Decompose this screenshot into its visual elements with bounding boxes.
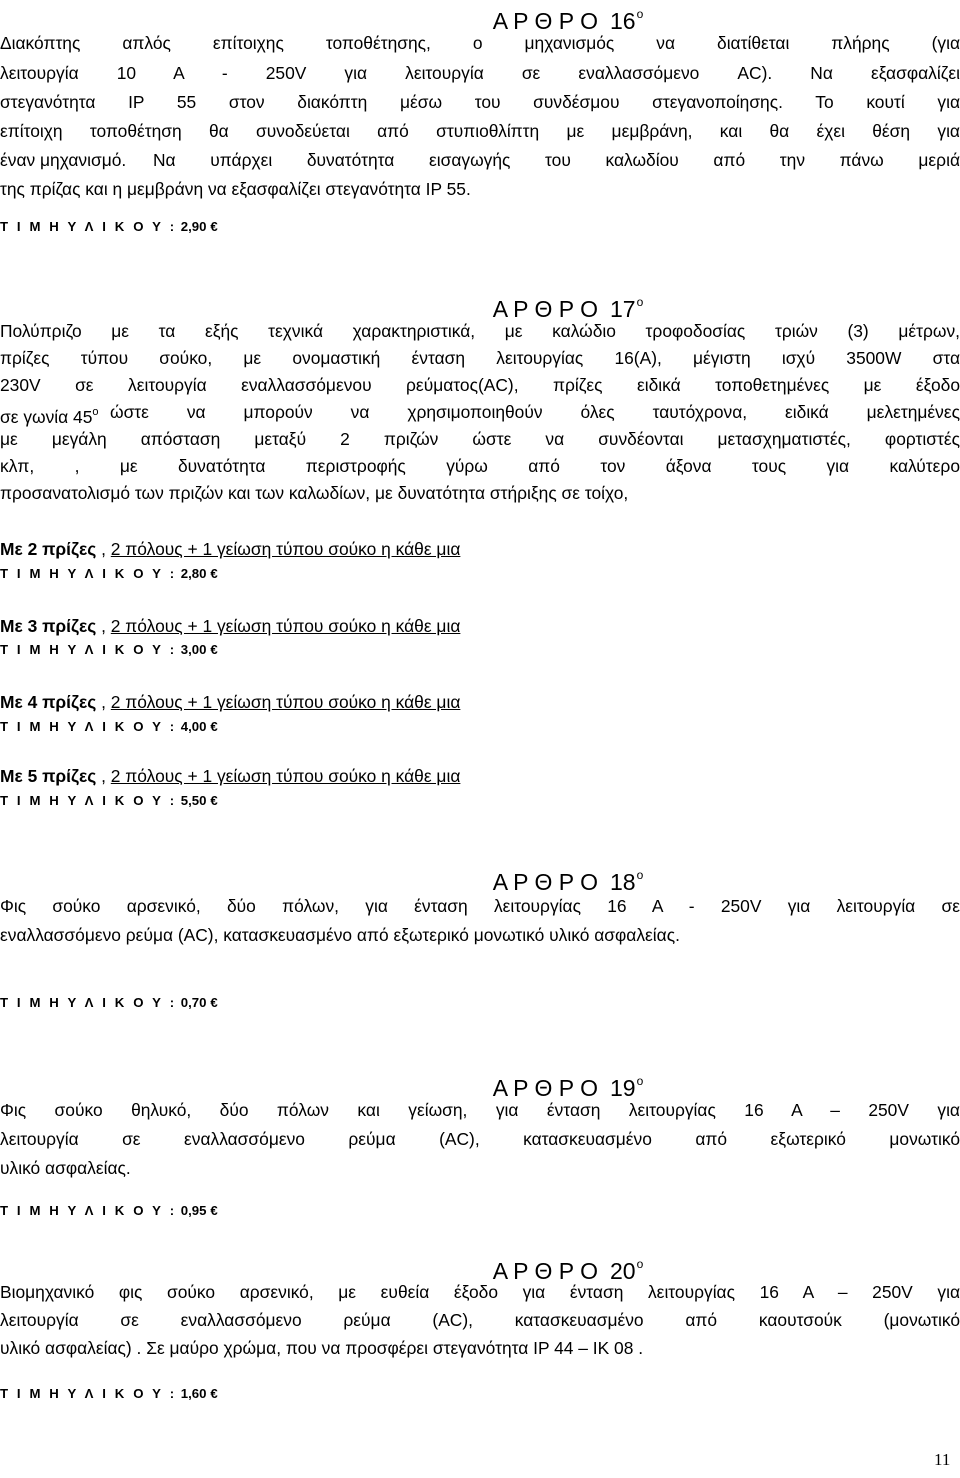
euro-icon: €	[210, 1203, 218, 1218]
article-19-price	[0, 1202, 960, 1220]
price-label: Τ Ι Μ Η Υ Λ Ι Κ Ο Υ :	[0, 1203, 177, 1218]
option-title: Με 2 πρίζες	[0, 539, 97, 559]
article-heading-label: Α Ρ Θ Ρ Ο	[492, 296, 598, 322]
line-text: σε γωνία 45	[0, 407, 93, 427]
option-description: 2 πόλους + 1 γείωση τύπου σούκο η κάθε μια	[110, 692, 461, 712]
euro-icon: €	[210, 719, 218, 734]
article-heading-label: Α Ρ Θ Ρ Ο	[492, 1075, 598, 1101]
option-title: Με 5 πρίζες	[0, 766, 97, 786]
article-17-line-5: με μεγάλη απόσταση μεταξύ 2 πριζών ώστε να συνδέονται μετασχηματιστές, φορτιστές	[0, 429, 960, 449]
article-17-line-4b: ώστε να μπορούν να χρησιμοποιηθούν όλες ταυτόχρονα, ειδικά μελετημένες	[110, 402, 960, 422]
euro-icon: €	[210, 642, 218, 657]
option-separator: ,	[96, 539, 111, 559]
article-17-line-2: πρίζες τύπου σούκο, με ονομαστική ένταση λειτουργίας 16(Α), μέγιστη ισχύ 3500W στα	[0, 348, 960, 368]
price-value: 0,95	[180, 1203, 207, 1218]
ordinal-sup: ο	[636, 1257, 644, 1271]
article-18-line-1: Φις σούκο αρσενικό, δύο πόλων, για ένταση λειτουργίας 16 Α - 250V για λειτουργία σε	[0, 896, 960, 916]
article-18-price	[0, 994, 960, 1012]
ordinal-sup: ο	[636, 1074, 644, 1088]
line-text: έναν μηχανισμό.	[0, 150, 127, 170]
option-5-price	[0, 792, 960, 810]
option-2-price	[0, 565, 960, 583]
option-5-plugs	[0, 765, 960, 787]
ordinal-sup: ο	[636, 7, 644, 21]
article-number: 16	[609, 8, 636, 34]
article-17-line-6: κλπ, , με δυνατότητα περιστροφής γύρω από τον άξονα τους για καλύτερο	[0, 456, 960, 476]
option-separator: ,	[96, 616, 111, 636]
price-value: 0,70	[180, 995, 207, 1010]
euro-icon: €	[210, 995, 218, 1010]
article-16-line-5	[0, 147, 126, 173]
price-label: Τ Ι Μ Η Υ Λ Ι Κ Ο Υ :	[0, 219, 177, 234]
euro-icon: €	[210, 566, 218, 581]
article-number: 20	[609, 1258, 636, 1284]
article-number: 18	[609, 869, 636, 895]
price-value: 3,00	[180, 642, 207, 657]
article-16-line-5b: Να υπάρχει δυνατότητα εισαγωγής του καλωδίου από την πάνω μεριά	[153, 150, 960, 170]
article-20-line-2: λειτουργία σε εναλλασσόμενο ρεύμα (AC), κατασκευασμένο από καουτσούκ (μονωτικό	[0, 1310, 960, 1330]
price-label: Τ Ι Μ Η Υ Λ Ι Κ Ο Υ :	[0, 642, 177, 657]
option-4-plugs	[0, 691, 960, 713]
euro-icon: €	[210, 793, 218, 808]
price-value: 4,00	[180, 719, 207, 734]
ordinal-sup: ο	[636, 295, 644, 309]
option-title: Με 3 πρίζες	[0, 616, 97, 636]
option-2-plugs	[0, 538, 960, 560]
degree-sup: ο	[92, 406, 99, 418]
article-16-line-3: στεγανότητα IP 55 στον διακόπτη μέσω του συνδέσμου στεγανοποίησης. Το κουτί για	[0, 92, 960, 112]
article-number: 17	[609, 296, 636, 322]
option-4-price	[0, 718, 960, 736]
price-value: 2,80	[180, 566, 207, 581]
euro-icon: €	[210, 1386, 218, 1401]
article-heading-label: Α Ρ Θ Ρ Ο	[492, 869, 598, 895]
price-label: Τ Ι Μ Η Υ Λ Ι Κ Ο Υ :	[0, 995, 177, 1010]
article-19-line-3: υλικό ασφαλείας.	[0, 1158, 131, 1178]
article-20-price	[0, 1385, 960, 1403]
option-title: Με 4 πρίζες	[0, 692, 97, 712]
article-19-line-2: λειτουργία σε εναλλασσόμενο ρεύμα (AC), κατασκευασμένο από εξωτερικό μονωτικό	[0, 1129, 960, 1149]
option-separator: ,	[96, 766, 111, 786]
article-heading-label: Α Ρ Θ Ρ Ο	[492, 8, 598, 34]
euro-icon: €	[210, 219, 218, 234]
page-number: 11	[934, 1450, 951, 1469]
option-3-price	[0, 641, 960, 659]
article-20-line-3: υλικό ασφαλείας) . Σε μαύρο χρώμα, που να προσφέρει στεγανότητα IP 44 – IK 08 .	[0, 1338, 644, 1358]
article-16-price	[0, 218, 960, 236]
article-17-line-7: προσανατολισμό των πριζών και των καλωδίων, με δυνατότητα στήριξης σε τοίχο,	[0, 483, 629, 503]
price-value: 2,90	[180, 219, 207, 234]
option-description: 2 πόλους + 1 γείωση τύπου σούκο η κάθε μια	[110, 616, 461, 636]
article-18-line-2: εναλλασσόμενο ρεύμα (AC), κατασκευασμένο από εξωτερικό μονωτικό υλικό ασφαλείας.	[0, 925, 680, 945]
article-20-line-1: Βιομηχανικό φις σούκο αρσενικό, με ευθεία έξοδο για ένταση λειτουργίας 16 Α – 250V για	[0, 1282, 960, 1302]
article-16-line-6: της πρίζας και η μεμβράνη να εξασφαλίζει στεγανότητα IP 55.	[0, 179, 471, 199]
option-3-plugs	[0, 615, 960, 637]
article-16-line-1: Διακόπτης απλός επίτοιχης τοποθέτησης, ο μηχανισμός να διατίθεται πλήρης (για	[0, 33, 960, 53]
option-description: 2 πόλους + 1 γείωση τύπου σούκο η κάθε μια	[110, 539, 461, 559]
ordinal-sup: ο	[636, 868, 644, 882]
article-16-line-4: επίτοιχη τοποθέτηση θα συνοδεύεται από στυπιοθλίπτη με μεμβράνη, και θα έχει θέση για	[0, 121, 960, 141]
price-label: Τ Ι Μ Η Υ Λ Ι Κ Ο Υ :	[0, 566, 177, 581]
article-19-line-1: Φις σούκο θηλυκό, δύο πόλων και γείωση, για ένταση λειτουργίας 16 Α – 250V για	[0, 1100, 960, 1120]
price-label: Τ Ι Μ Η Υ Λ Ι Κ Ο Υ :	[0, 719, 177, 734]
article-heading-label: Α Ρ Θ Ρ Ο	[492, 1258, 598, 1284]
article-18-heading	[88, 862, 960, 895]
article-16-line-2: λειτουργία 10 Α - 250V για λειτουργία σε εναλλασσόμενο AC). Να εξασφαλίζει	[0, 63, 960, 83]
price-value: 5,50	[180, 793, 207, 808]
option-description: 2 πόλους + 1 γείωση τύπου σούκο η κάθε μια	[110, 766, 461, 786]
article-17-line-3: 230V σε λειτουργία εναλλασσόμενου ρεύματος(AC), πρίζες ειδικά τοποθετημένες με έξοδο	[0, 375, 960, 395]
article-17-line-1: Πολύπριζο με τα εξής τεχνικά χαρακτηριστικά, με καλώδιο τροφοδοσίας τριών (3) μέτρων,	[0, 321, 960, 341]
article-number: 19	[609, 1075, 636, 1101]
price-label: Τ Ι Μ Η Υ Λ Ι Κ Ο Υ :	[0, 793, 177, 808]
price-value: 1,60	[180, 1386, 207, 1401]
price-label: Τ Ι Μ Η Υ Λ Ι Κ Ο Υ :	[0, 1386, 177, 1401]
option-separator: ,	[96, 692, 111, 712]
